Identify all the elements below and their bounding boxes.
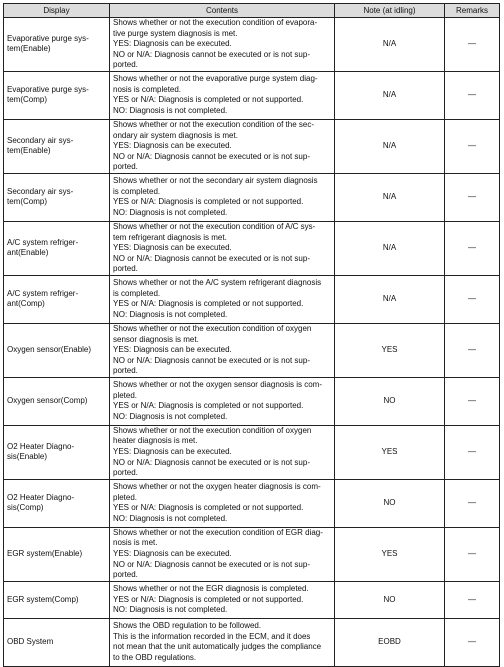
table-row — [4, 527, 500, 581]
contents-text: NO or N/A: Diagnosis cannot be executed or is not sup- — [113, 355, 310, 365]
display-text: Secondary air sys- — [7, 186, 74, 196]
contents-text: NO: Diagnosis is not completed. — [113, 411, 228, 421]
contents-text: Shows whether or not the evaporative purge system diag- — [113, 74, 318, 84]
contents-text: is completed. — [113, 186, 161, 196]
contents-text: ported. — [113, 264, 138, 274]
display-cell — [4, 581, 110, 618]
note-cell: N/A — [335, 275, 445, 323]
display-text: sis(Enable) — [7, 452, 48, 462]
contents-text: sensor diagnosis is met. — [113, 334, 199, 344]
remarks-cell: — — [445, 323, 500, 377]
contents-text: Shows whether or not the secondary air system diagnosis — [113, 176, 318, 186]
remarks-cell: — — [445, 581, 500, 618]
contents-text: tem refrigerant diagnosis is met. — [113, 232, 227, 242]
contents-text: tive purge system diagnosis is met. — [113, 28, 238, 38]
note-cell: N/A — [335, 119, 445, 173]
contents-text: YES or N/A: Diagnosis is completed or not supported. — [113, 594, 304, 604]
contents-cell — [110, 119, 335, 173]
table-row — [4, 119, 500, 173]
contents-text: YES or N/A: Diagnosis is completed or not supported. — [113, 503, 304, 513]
header-display: Display — [4, 4, 110, 18]
display-text: O2 Heater Diagno- — [7, 441, 75, 451]
contents-text: NO: Diagnosis is not completed. — [113, 106, 228, 116]
display-text: A/C system refriger- — [7, 288, 79, 298]
diagnosis-table — [3, 3, 500, 667]
remarks-cell: — — [445, 221, 500, 275]
display-text: ant(Comp) — [7, 299, 45, 309]
contents-text: YES or N/A: Diagnosis is completed or not supported. — [113, 299, 304, 309]
table-body — [4, 18, 500, 667]
header-note: Note (at idling) — [335, 4, 445, 18]
display-cell — [4, 479, 110, 527]
display-cell — [4, 527, 110, 581]
contents-cell — [110, 479, 335, 527]
remarks-cell: — — [445, 377, 500, 425]
contents-text: YES: Diagnosis can be executed. — [113, 549, 232, 559]
remarks-cell: — — [445, 119, 500, 173]
contents-text: Shows whether or not the EGR diagnosis is completed. — [113, 583, 309, 593]
note-cell: N/A — [335, 221, 445, 275]
contents-cell — [110, 71, 335, 119]
table-row — [4, 581, 500, 618]
display-text: EGR system(Comp) — [7, 594, 79, 604]
display-cell — [4, 119, 110, 173]
contents-text: NO or N/A: Diagnosis cannot be executed or is not sup- — [113, 559, 310, 569]
table-header-row — [4, 4, 500, 18]
note-cell: N/A — [335, 173, 445, 221]
note-cell: YES — [335, 425, 445, 479]
contents-cell — [110, 377, 335, 425]
contents-text: YES or N/A: Diagnosis is completed or not supported. — [113, 401, 304, 411]
display-text: Oxygen sensor(Enable) — [7, 345, 92, 355]
contents-text: YES: Diagnosis can be executed. — [113, 39, 232, 49]
table-row — [4, 275, 500, 323]
display-cell — [4, 173, 110, 221]
contents-text: ondary air system diagnosis is met. — [113, 130, 238, 140]
contents-text: nosis is completed. — [113, 84, 182, 94]
header-contents: Contents — [110, 4, 335, 18]
display-text: sis(Comp) — [7, 503, 44, 513]
note-cell: YES — [335, 527, 445, 581]
display-cell — [4, 71, 110, 119]
contents-text: is completed. — [113, 288, 161, 298]
contents-text: nosis is met. — [113, 538, 158, 548]
display-text: Oxygen sensor(Comp) — [7, 396, 88, 406]
note-cell: YES — [335, 323, 445, 377]
contents-text: Shows whether or not the A/C system refrigerant diagnosis — [113, 278, 322, 288]
display-text: ant(Enable) — [7, 248, 49, 258]
table-row — [4, 323, 500, 377]
contents-text: Shows the OBD regulation to be followed. — [113, 621, 262, 631]
contents-cell — [110, 425, 335, 479]
contents-text: NO or N/A: Diagnosis cannot be executed or is not sup- — [113, 151, 310, 161]
remarks-cell: — — [445, 527, 500, 581]
display-cell — [4, 275, 110, 323]
display-cell — [4, 221, 110, 275]
contents-text: ported. — [113, 60, 138, 70]
table-row — [4, 173, 500, 221]
contents-text: Shows whether or not the execution condition of the sec- — [113, 119, 315, 129]
contents-text: Shows whether or not the oxygen sensor diagnosis is com- — [113, 380, 322, 390]
contents-cell — [110, 18, 335, 72]
contents-text: NO: Diagnosis is not completed. — [113, 208, 228, 218]
display-cell — [4, 377, 110, 425]
contents-cell — [110, 275, 335, 323]
contents-text: NO or N/A: Diagnosis cannot be executed or is not sup- — [113, 49, 310, 59]
note-cell: N/A — [335, 71, 445, 119]
remarks-cell: — — [445, 425, 500, 479]
contents-text: ported. — [113, 366, 138, 376]
contents-text: to the OBD regulations. — [113, 652, 197, 662]
remarks-cell: — — [445, 618, 500, 666]
display-text: tem(Comp) — [7, 95, 48, 105]
note-cell: NO — [335, 581, 445, 618]
contents-text: This is the information recorded in the ECM, and it does — [113, 631, 311, 641]
contents-text: NO or N/A: Diagnosis cannot be executed or is not sup- — [113, 253, 310, 263]
contents-text: pleted. — [113, 492, 138, 502]
note-cell: NO — [335, 377, 445, 425]
display-text: tem(Enable) — [7, 44, 51, 54]
contents-text: NO: Diagnosis is not completed. — [113, 513, 228, 523]
display-text: Evaporative purge sys- — [7, 33, 89, 43]
table-row — [4, 618, 500, 666]
contents-text: Shows whether or not the oxygen heater diagnosis is com- — [113, 482, 321, 492]
table-row — [4, 425, 500, 479]
remarks-cell: — — [445, 71, 500, 119]
contents-text: pleted. — [113, 390, 138, 400]
table-row — [4, 377, 500, 425]
contents-text: ported. — [113, 570, 138, 580]
contents-text: Shows whether or not the execution condition of oxygen — [113, 425, 312, 435]
contents-text: Shows whether or not the execution condition of evapora- — [113, 18, 318, 27]
remarks-cell: — — [445, 18, 500, 72]
display-text: Evaporative purge sys- — [7, 84, 89, 94]
table-row — [4, 18, 500, 72]
display-text: A/C system refriger- — [7, 237, 79, 247]
contents-text: NO or N/A: Diagnosis cannot be executed or is not sup- — [113, 457, 310, 467]
display-text: OBD System — [7, 637, 54, 647]
display-cell — [4, 618, 110, 666]
table-row — [4, 221, 500, 275]
contents-text: YES: Diagnosis can be executed. — [113, 447, 232, 457]
contents-text: ported. — [113, 468, 138, 478]
table-row — [4, 71, 500, 119]
contents-cell — [110, 618, 335, 666]
note-cell: NO — [335, 479, 445, 527]
header-remarks: Remarks — [445, 4, 500, 18]
contents-cell — [110, 581, 335, 618]
contents-cell — [110, 221, 335, 275]
contents-cell — [110, 527, 335, 581]
display-cell — [4, 18, 110, 72]
contents-cell — [110, 323, 335, 377]
display-text: Secondary air sys- — [7, 135, 74, 145]
display-text: O2 Heater Diagno- — [7, 492, 75, 502]
contents-text: NO: Diagnosis is not completed. — [113, 310, 228, 319]
display-text: EGR system(Enable) — [7, 549, 83, 559]
table-row — [4, 479, 500, 527]
contents-cell — [110, 173, 335, 221]
display-text: tem(Comp) — [7, 197, 48, 207]
contents-text: YES or N/A: Diagnosis is completed or not supported. — [113, 197, 304, 207]
remarks-cell: — — [445, 479, 500, 527]
display-cell — [4, 425, 110, 479]
display-cell — [4, 323, 110, 377]
contents-text: Shows whether or not the execution condition of A/C sys- — [113, 221, 316, 231]
contents-text: ported. — [113, 162, 138, 172]
contents-text: Shows whether or not the execution condition of EGR diag- — [113, 527, 323, 537]
remarks-cell: — — [445, 275, 500, 323]
note-cell: N/A — [335, 18, 445, 72]
contents-text: YES: Diagnosis can be executed. — [113, 141, 232, 151]
contents-text: NO: Diagnosis is not completed. — [113, 605, 228, 615]
remarks-cell: — — [445, 173, 500, 221]
contents-text: Shows whether or not the execution condition of oxygen — [113, 323, 312, 333]
contents-text: not mean that the unit automatically judges the compliance — [113, 642, 322, 652]
contents-text: heater diagnosis is met. — [113, 436, 198, 446]
contents-text: YES: Diagnosis can be executed. — [113, 345, 232, 355]
contents-text: YES: Diagnosis can be executed. — [113, 243, 232, 253]
note-cell: EOBD — [335, 618, 445, 666]
contents-text: YES or N/A: Diagnosis is completed or not supported. — [113, 95, 304, 105]
display-text: tem(Enable) — [7, 146, 51, 156]
